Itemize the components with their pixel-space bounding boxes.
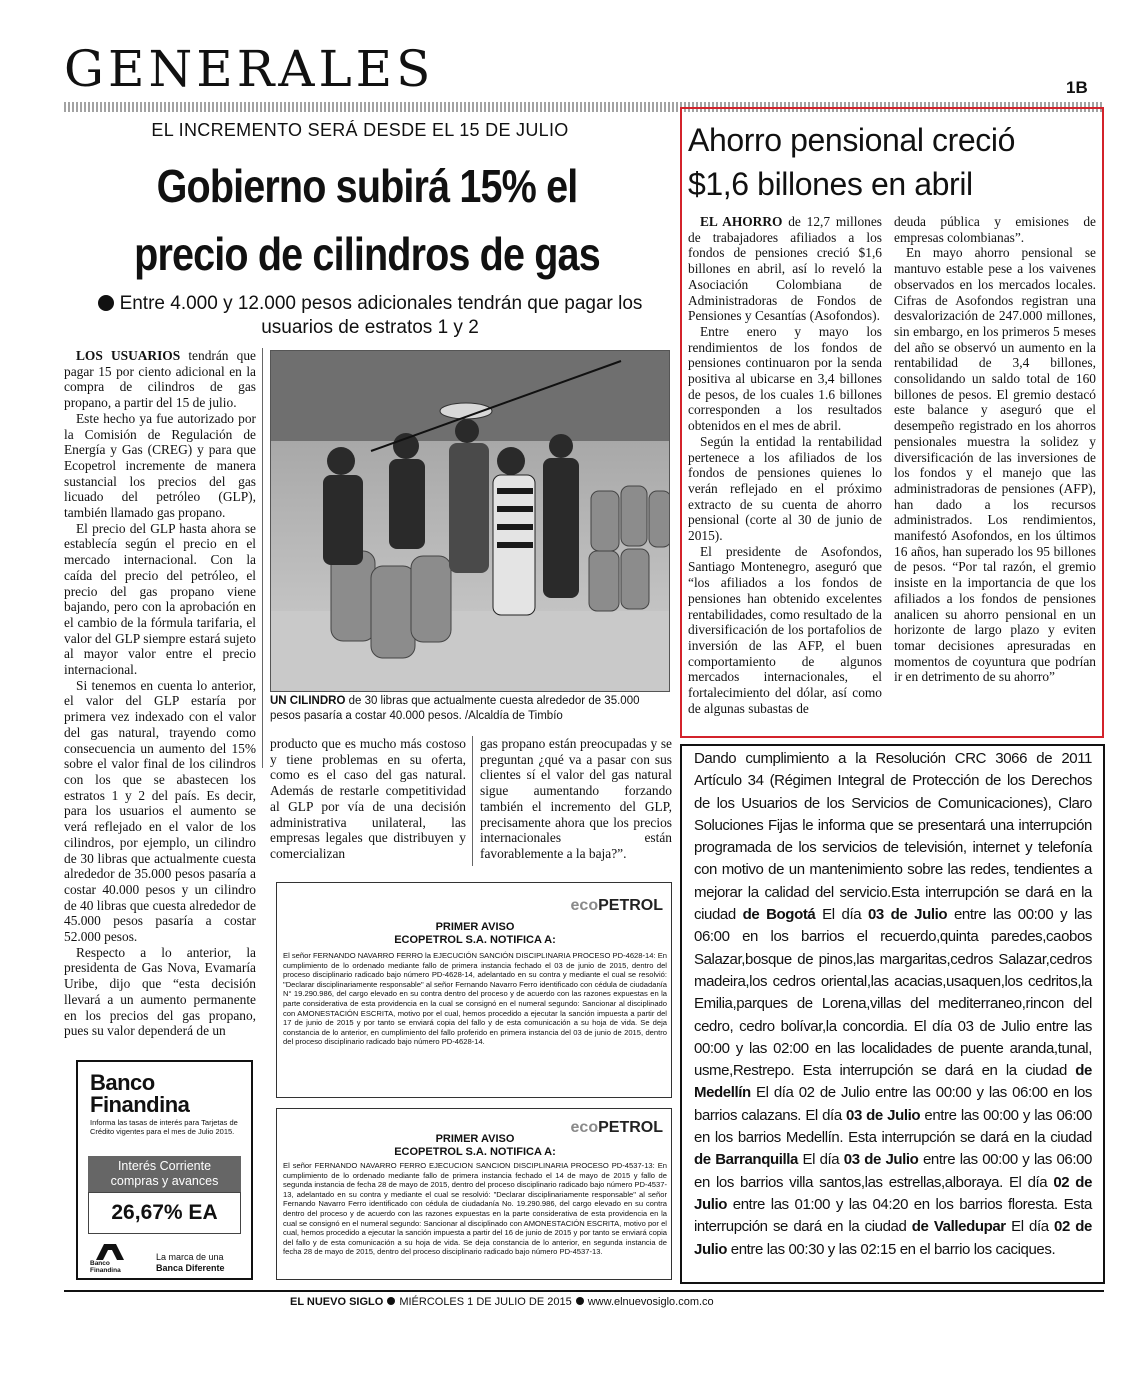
section-title: GENERALES bbox=[64, 40, 435, 98]
page-number: 1B bbox=[1066, 78, 1088, 97]
article-deck bbox=[90, 292, 650, 340]
paragraph: Entre enero y mayo los rendimientos de los fondos de pensiones continuaron por la senda positiva al ubicarse en 3,4 billones de pesos, de los cuales 1.6 billones corresponden a los resultados obtenidos en el mes de abril. bbox=[688, 323, 882, 434]
bank-info: Informa las tasas de interés para Tarjetas de Crédito vigentes para el mes de Julio 2015. bbox=[90, 1118, 238, 1136]
photo-caption bbox=[270, 694, 670, 724]
ecopetrol-logo: ecoPETROL bbox=[570, 1119, 663, 1136]
bank-name-line2: Finandina bbox=[90, 1092, 190, 1117]
column-divider bbox=[262, 348, 263, 768]
headline-line2: $1,6 billones en abril bbox=[688, 166, 973, 202]
news-photo bbox=[270, 350, 670, 692]
article-column-3 bbox=[480, 736, 672, 862]
paragraph: Si tenemos en cuenta lo anterior, el valor del GLP estaría por primera vez indexado con el valor del gas natural, trayendo como consecuencia un aumento del 15% sobre el valor final de los cilindros con los que se abastecen los estratos 1 y 2 del país. Es decir, para los usuarios el aumento se verá reflejado en el valor de los cilindros, por ejemplo, un cilindro de 30 libras que actualmente cuesta alrededor de 35.000 pesos pasaría a costar 40.000 pesos y un cilindro de 40 libras que cuesta alrededor de 45.000 pesos pasaría a costar 52.000 pesos. bbox=[64, 677, 256, 945]
bank-ad bbox=[76, 1060, 253, 1280]
article-column-1 bbox=[64, 348, 256, 1039]
paragraph: deuda pública y emisiones de empresas colombianas”. bbox=[894, 214, 1096, 245]
notice-body: El señor FERNANDO NAVARRO FERRO la EJECUCIÓN SANCIÓN DISCIPLINARIA PROCESO PD-4628-14: En cumplimiento de lo ordenado mediante fallo de primera instancia fechado el 03 de junio de 2015, dentro del proceso disciplinario radicado bajo número PD-4628-14, adelantado en su contra y mediante el cual se resolvió: "Declarar disciplinariamente responsable" al señor Fernando Navarro Ferro identificado con cédula de ciudadanía N° 19.290.986, del cargo elevado en su contra dentro del proceso y de acuerdo con las razones expuestas en la parte considerativa de esta providencia en la cual se consignó en el numeral segundo: Sancionar al disciplinado con AMONESTACIÓN ESCRITA, motivo por el cual, hemos procedido a ejecutar la sanción impuesta a partir del 17 de junio de 2015 y por tanto se enviará copia del fallo y de esta comunicación a su hoja de vida. Se deja constancia de lo anterior, en cumplimiento del fallo proferido en primera instancia del 03 de junio de 2015, dentro del proceso disciplinario radicado bajo número PD-4628-14. bbox=[283, 951, 667, 1047]
bullet-icon bbox=[98, 295, 114, 311]
paragraph: Respecto a lo anterior, la presidenta de Gas Nova, Evamaría Uribe, dijo que “esta decisión llevará a un aumento permanente en los precios del gas propano, pues su valor dependerá de un bbox=[64, 944, 256, 1039]
footer-date: MIÉRCOLES 1 DE JULIO DE 2015 bbox=[399, 1296, 572, 1308]
notice-subtitle: ECOPETROL S.A. NOTIFICA A: bbox=[394, 1146, 556, 1158]
rate-label-line2: compras y avances bbox=[110, 1174, 219, 1188]
ecopetrol-notice-2 bbox=[276, 1108, 672, 1280]
rate-band bbox=[88, 1156, 241, 1192]
page-footer bbox=[290, 1296, 890, 1308]
paragraph: El precio del GLP hasta ahora se establecía según el precio en el mercado internacional. Con la caída del precio del petróleo, el precio del gas propano viene bajando, pero con la aprobación en el cambio de la fórmula tarifaria, el valor del GLP siempre estará sujeto al mayor valor entre el precio internacional. bbox=[64, 520, 256, 678]
ecopetrol-logo: ecoPETROL bbox=[570, 897, 663, 914]
pension-column-2 bbox=[894, 214, 1096, 685]
column-divider bbox=[472, 736, 473, 866]
claro-notice-text: Dando cumplimiento a la Resolución CRC 3066 de 2011 Artículo 34 (Régimen Integral de Protección de los Derechos de los Usuarios de los Servicios de Comunicaciones), Claro Soluciones Fijas le informa que se presentará una interrupción programada de los servicios de televisión, internet y telefonía con motivo de un mantenimiento sobre las redes, tendientes a mejorar la calidad del servicio.Esta interrupción se dará en la ciudad de Bogotá El día 03 de Julio entre las 00:00 y las 06:00 en los barrios el recuerdo,quinta paredes,caobos Salazar,bosque de pinos,las margaritas,cedros Salazar,cedros madeira,los cedros oriental,las acacias,usaquen,los cedritos,la Emilia,parques de Lorena,villas del mediterraneo,rincon del cedro, cedro bolívar,la concordia. El día 03 de Julio entre las 00:00 y las 02:00 en las localidades de puente aranda,tunal, usme,Restrepo. Esta interrupción se dará en la ciudad de Medellín El día 02 de Julio entre las 00:00 y las 06:00 en los barrios calazans. El día 03 de Julio entre las 00:00 y las 06:00 en los barrios Medellín. Esta interrupción se dará en la ciudad de Barranquilla El día 03 de Julio entre las 00:00 y las 06:00 en los barrios villa santos,las estrellas,alboraya. El día 02 de Julio entre las 01:00 y las 04:20 en los barrios floresta. Esta interrupción se dará en la ciudad de Valledupar El día 02 de Julio entre las 00:30 y las 02:15 en el barrio los caciques. bbox=[694, 750, 1093, 1258]
bank-name-line1: Banco bbox=[90, 1070, 155, 1095]
logo-small-line1: Banco bbox=[90, 1260, 110, 1267]
paragraph: Según la entidad la rentabilidad pertenece a los afiliados de los fondos de pensiones quienes lo verán reflejado en el próximo extracto de su cuenta de ahorro pensional (corte al 30 de junio de 2015). bbox=[688, 433, 882, 544]
paragraph: producto que es mucho más costoso y tiene problemas en su oferta, como es el caso del gas natural. Además de restarle competitividad al GLP por vía de una decisión administrativa unilateral, las empresas legales que distribuyen y comercializan bbox=[270, 736, 466, 861]
photo-illustration bbox=[271, 351, 670, 692]
lead-in: EL AHORRO bbox=[700, 214, 783, 229]
bullet-icon bbox=[576, 1297, 584, 1305]
rate-label-line1: Interés Corriente bbox=[117, 1159, 212, 1173]
paragraph: En mayo ahorro pensional se mantuvo estable pese a los vaivenes observados en los mercados locales. Cifras de Asofondos registran una desvalorización de 247.000 millones, sin embargo, en los primeros 5 meses del año se observó un aumento en la rentabilidad de 3,4 billones, consolidando un saldo total de 160 billones de pesos. El gremio destacó este balance y aseguró que el desempeño registrado en los ahorros pensionales muestra la solidez y diversificación de las inversiones de los fondos y el manejo que las administradoras de pensiones (AFP), han dado a los recursos administrados. Los rendimientos, manifestó Asofondos, en los últimos 16 años, han superado los 95 billones de pesos. “Por tal razón, el gremio insiste en la importancia de que los afiliados a los fondos de pensiones analicen su ahorro pensional en un horizonte de largo plazo y eviten tomar decisiones apresuradas en momentos de coyuntura que podrían ir en detrimento de su ahorro” bbox=[894, 245, 1096, 685]
paragraph: de 12,7 millones de trabajadores afiliados a los fondos de pensiones creció $1,6 billones en abril, así lo reveló la Asociación Colombiana de Administradoras de Fondos de Pensiones y Cesantías (Asofondos). bbox=[688, 214, 882, 324]
interest-rate: 26,67% EA bbox=[88, 1192, 241, 1234]
paragraph: gas propano están preocupadas y se preguntan ¿qué va a pasar con sus clientes sí el valor del gas natural sigue aumentando forzando también el incremento del GLP, precisamente ahora que los precios internacionales están favorablemente a la baja?”. bbox=[480, 736, 672, 861]
notice-title: PRIMER AVISO bbox=[435, 1133, 515, 1145]
article-kicker: EL INCREMENTO SERÁ DESDE EL 15 DE JULIO bbox=[151, 120, 569, 140]
paragraph: tendrán que pagar 15 por ciento adicional en la compra de cilindros de gas propano, a partir del 15 de julio. bbox=[64, 348, 256, 411]
paragraph: Este hecho ya fue autorizado por la Comisión de Regulación de Energía y Gas (CREG) y para que Ecopetrol incremente de manera sustancial los precios del gas licuado del petróleo (GLP), también llamado gas propano. bbox=[64, 410, 256, 521]
pension-column-1 bbox=[688, 214, 882, 717]
logo-small-line2: Finandina bbox=[90, 1267, 121, 1274]
ecopetrol-notice-1 bbox=[276, 882, 672, 1098]
tagline-line2: Banca Diferente bbox=[156, 1263, 225, 1273]
article-column-2 bbox=[270, 736, 466, 862]
deck-text: Entre 4.000 y 12.000 pesos adicionales tendrán que pagar los usuarios de estratos 1 y 2 bbox=[119, 293, 643, 338]
caption-lead: UN CILINDRO bbox=[270, 695, 346, 707]
paragraph: El presidente de Asofondos, Santiago Montenegro, aseguró que “los afiliados a los fondos de pensiones han obtenido excelentes rentabilidades, como resultado de la diversificación de los portafolios de inversión de las AFP, el buen comportamiento de algunos mercados internacionales, el fortalecimiento del dólar, así como de algunas subastas de bbox=[688, 543, 882, 716]
notice-subtitle: ECOPETROL S.A. NOTIFICA A: bbox=[394, 934, 556, 946]
newspaper-name: EL NUEVO SIGLO bbox=[290, 1296, 384, 1308]
bullet-icon bbox=[387, 1297, 395, 1305]
footer-rule bbox=[64, 1290, 1104, 1292]
lead-in: LOS USUARIOS bbox=[76, 348, 181, 363]
headline-line1: Ahorro pensional creció bbox=[688, 122, 1015, 158]
footer-url[interactable]: www.elnuevosiglo.com.co bbox=[587, 1296, 714, 1308]
notice-body: El señor FERNANDO NAVARRO FERRO EJECUCION SANCION DISCIPLINARIA PROCESO PD-4537-13: En cumplimiento de lo ordenado mediante fallo de primera instancia fechado el 14 de mayo de 2015 y fallo de segunda instancia de fecha 28 de mayo de 2015, dentro del proceso disciplinario radicado bajo número PD-4537-13, adelantado en su contra y mediante el cual se resolvió: "Declarar disciplinariamente responsable" al señor Fernando Navarro Ferro identificado con cédula de ciudadanía No. 19.290.986, del cargo elevado en su contra dentro del proceso y de acuerdo con las razones expuestas en la parte considerativa de esta providencia en la cual se consignó en el numeral segundo: Sancionar al disciplinado con AMONESTACIÓN ESCRITA, motivo por el cual, hemos procedido a ejecutar la sanción impuesta a partir del 16 de junio de 2015 y por tanto se enviará copia del fallo y de esta comunicación a su hoja de vida. Se deja constancia de lo anterior, en segunda instancia de fecha 28 de mayo de 2015, dentro del proceso disciplinario radicado bajo número PD-4537-13. bbox=[283, 1161, 667, 1257]
notice-title: PRIMER AVISO bbox=[435, 921, 515, 933]
caption-text: de 30 libras que actualmente cuesta alrededor de 35.000 pesos pasaría a costar 40.000 pesos. /Alcaldía de Timbío bbox=[270, 695, 640, 722]
pension-headline bbox=[688, 118, 1098, 206]
article-headline: Gobierno subirá 15% el precio de cilindros de gas bbox=[134, 160, 600, 280]
tagline-line1: La marca de una bbox=[156, 1252, 224, 1262]
